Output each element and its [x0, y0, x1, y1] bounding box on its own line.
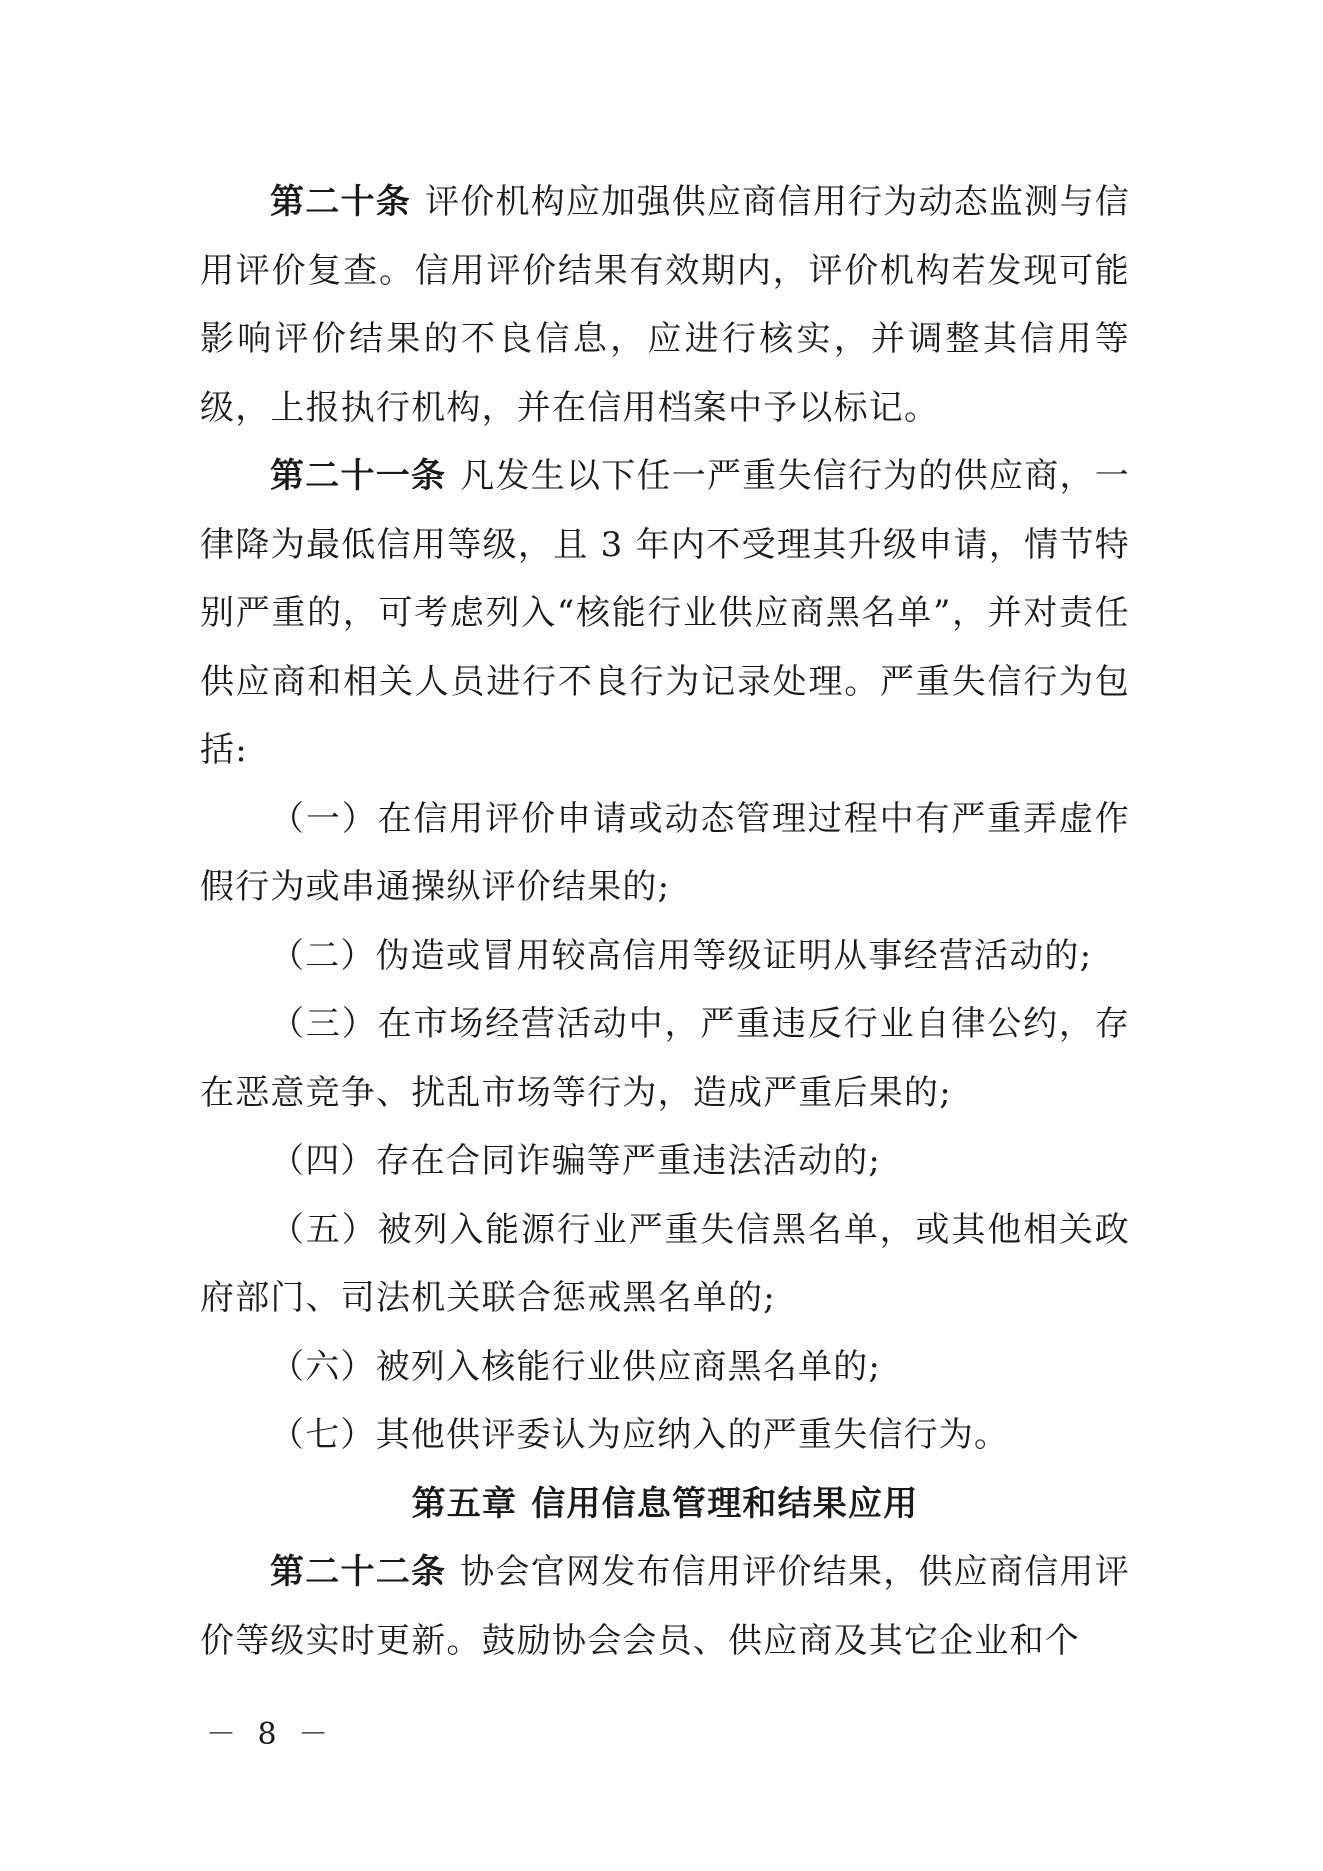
list-item-1: （一）在信用评价申请或动态管理过程中有严重弄虚作假行为或串通操纵评价结果的;: [200, 798, 1130, 907]
chapter-heading: [200, 1470, 1130, 1539]
document-body: [200, 168, 1130, 1675]
chapter-title: 信用信息管理和结果应用: [531, 1483, 919, 1524]
article-20-paragraph: [200, 168, 1130, 442]
article-21-paragraph: [200, 442, 1130, 785]
page-number: － 8 －: [206, 1717, 335, 1752]
list-item-2: （二）伪造或冒用较高信用等级证明从事经营活动的;: [270, 935, 1093, 976]
article-22-text: 协会官网发布信用评价结果，供应商信用评价等级实时更新。鼓励协会会员、供应商及其它企业和个: [200, 1552, 1130, 1661]
list-item-5: （五）被列入能源行业严重失信黑名单，或其他相关政府部门、司法机关联合惩戒黑名单的;: [200, 1209, 1130, 1318]
article-22-paragraph: [200, 1538, 1130, 1675]
article-22-label: 第二十二条: [270, 1552, 447, 1592]
list-item-3: （三）在市场经营活动中，严重违反行业自律公约，存在恶意竞争、扰乱市场等行为，造成严重后果的;: [200, 1004, 1130, 1113]
list-item-6: （六）被列入核能行业供应商黑名单的;: [270, 1346, 882, 1387]
article-21-label: 第二十一条: [270, 456, 447, 496]
list-item-4: （四）存在合同诈骗等严重违法活动的;: [270, 1141, 882, 1181]
article-20-label: 第二十条: [270, 182, 412, 222]
list-item-7: （七）其他供评委认为应纳入的严重失信行为。: [270, 1415, 1010, 1455]
chapter-number: 第五章: [411, 1483, 518, 1524]
article-20-text: 评价机构应加强供应商信用行为动态监测与信用评价复查。信用评价结果有效期内，评价机构若发现可能影响评价结果的不良信息，应进行核实，并调整其信用等级，上报执行机构，并在信用档案中予以标记。: [200, 182, 1130, 428]
article-21-text: 凡发生以下任一严重失信行为的供应商，一律降为最低信用等级，且 3 年内不受理其升级申请，情节特别严重的，可考虑列入“核能行业供应商黑名单”，并对责任供应商和相关人员进行不良行为记录处理。严重失信行为包括:: [200, 456, 1130, 770]
